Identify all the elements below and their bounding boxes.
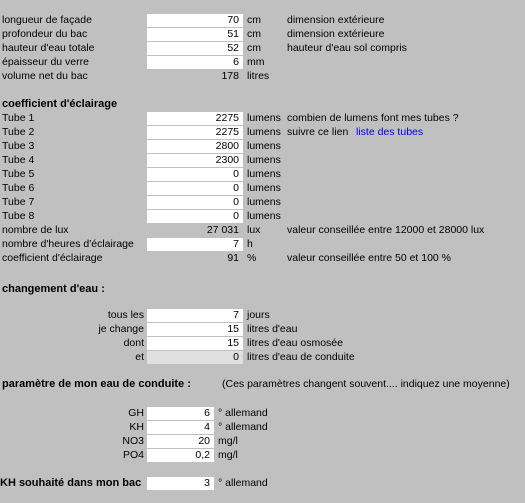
input-tube1[interactable]: 2275 [147,112,243,125]
unit-longueur: cm [247,14,261,26]
label-tube2: Tube 2 [2,126,35,138]
label-tube6: Tube 6 [2,182,35,194]
tap-water-note: (Ces paramètres changent souvent.... indiquez une moyenne) [222,378,510,390]
note-longueur: dimension extérieure [287,14,385,26]
unit-gh: ° allemand [218,407,268,419]
label-et: et [135,351,144,363]
input-epaisseur[interactable]: 6 [147,56,243,69]
label-tube4: Tube 4 [2,154,35,166]
unit-coef: % [247,252,257,264]
unit-volume: litres [247,70,270,82]
unit-epaisseur: mm [247,56,265,68]
input-hauteur[interactable]: 52 [147,42,243,55]
input-kh[interactable]: 4 [147,421,214,434]
label-tube7: Tube 7 [2,196,35,208]
input-profondeur[interactable]: 51 [147,28,243,41]
input-no3[interactable]: 20 [147,435,214,448]
input-longueur[interactable]: 70 [147,14,243,27]
water-change-title: changement d'eau : [2,283,105,295]
label-lux: nombre de lux [2,224,69,236]
label-epaisseur: épaisseur du verre [2,56,89,68]
input-liters-osmosis[interactable]: 15 [147,337,243,350]
input-tube3[interactable]: 2800 [147,140,243,153]
unit-hauteur: cm [247,42,261,54]
note-lumens-question: combien de lumens font mes tubes ? [287,112,459,124]
value-lux: 27 031 [206,224,239,236]
value-volume: 178 [221,70,239,82]
label-tube5: Tube 5 [2,168,35,180]
note-hauteur: hauteur d'eau sol compris [287,42,407,54]
unit-tube6: lumens [247,182,281,194]
note-follow-link: suivre ce lien [287,126,349,138]
label-coef: coefficient d'éclairage [2,252,103,264]
input-tube8[interactable]: 0 [147,210,243,223]
unit-profondeur: cm [247,28,261,40]
lighting-title: coefficient d'éclairage [2,98,118,110]
label-hauteur: hauteur d'eau totale [2,42,95,54]
input-tube4[interactable]: 2300 [147,154,243,167]
unit-litres-conduite: litres d'eau de conduite [247,351,355,363]
input-gh[interactable]: 6 [147,407,214,420]
unit-kh: ° allemand [218,421,268,433]
tubes-list-link[interactable]: liste des tubes [356,126,424,138]
input-interval-days[interactable]: 7 [147,309,243,322]
unit-litres-osmosee: litres d'eau osmosée [247,337,343,349]
label-tube3: Tube 3 [2,140,35,152]
value-coef: 91 [227,252,239,264]
unit-tube5: lumens [247,168,281,180]
note-coef: valeur conseillée entre 50 et 100 % [287,252,452,264]
unit-lux: lux [247,224,261,236]
unit-tube3: lumens [247,140,281,152]
input-tube2[interactable]: 2275 [147,126,243,139]
unit-tube1: lumens [247,112,281,124]
label-profondeur: profondeur du bac [2,28,88,40]
input-hours[interactable]: 7 [147,238,243,251]
unit-litres-eau: litres d'eau [247,323,298,335]
input-kh-target[interactable]: 3 [147,477,214,490]
value-liters-tap: 0 [147,351,243,364]
unit-tube2: lumens [247,126,281,138]
input-tube7[interactable]: 0 [147,196,243,209]
label-kh-target: KH souhaité dans mon bac [0,477,142,489]
tap-water-title: paramètre de mon eau de conduite : [2,378,191,390]
unit-kh-target: ° allemand [218,477,268,489]
label-kh: KH [129,421,144,433]
input-tube5[interactable]: 0 [147,168,243,181]
label-hours: nombre d'heures d'éclairage [2,238,134,250]
label-po4: PO4 [122,449,144,461]
label-je-change: je change [98,323,144,335]
label-longueur: longueur de façade [2,14,92,26]
note-lux: valeur conseillée entre 12000 et 28000 lux [287,224,485,236]
input-po4[interactable]: 0,2 [147,449,214,462]
input-liters-changed[interactable]: 15 [147,323,243,336]
unit-po4: mg/l [218,449,238,461]
unit-tube4: lumens [247,154,281,166]
label-no3: NO3 [122,435,144,447]
input-tube6[interactable]: 0 [147,182,243,195]
unit-hours: h [247,238,253,250]
note-profondeur: dimension extérieure [287,28,385,40]
unit-no3: mg/l [218,435,238,447]
label-tube1: Tube 1 [2,112,35,124]
label-tous-les: tous les [107,309,144,321]
label-volume: volume net du bac [2,70,88,82]
unit-tube8: lumens [247,210,281,222]
label-gh: GH [128,407,144,419]
label-dont: dont [123,337,144,349]
label-tube8: Tube 8 [2,210,35,222]
unit-jours: jours [247,309,270,321]
unit-tube7: lumens [247,196,281,208]
